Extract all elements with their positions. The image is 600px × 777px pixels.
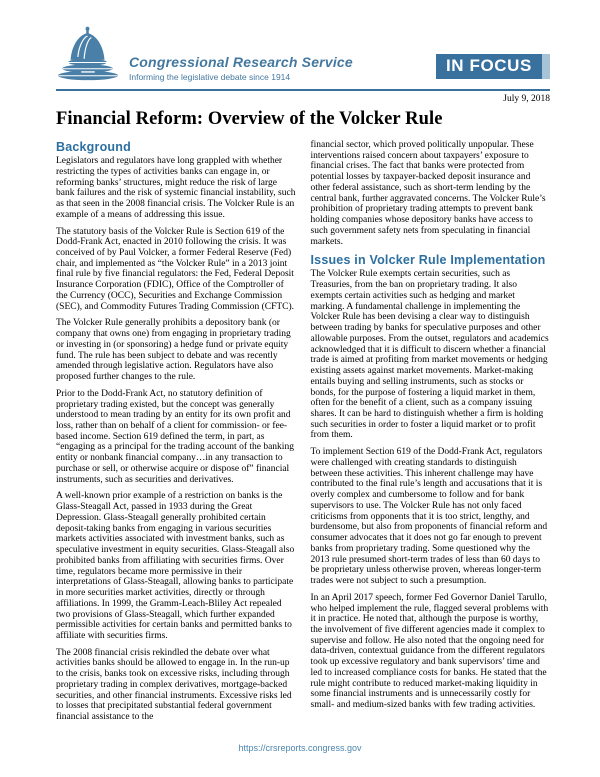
paragraph: The Volcker Rule exempts certain securities, such as Treasuries, from the ban on proprietary trading. It also exempts certain activities such as hedging and market marking. A fundamental challenge in implementing the Volcker Rule has been devising a clear way to distinguish between trading by banks for speculative purposes and other allowable purposes. From the outset, regulators and academics acknowledged that it is difficult to discern whether a financial trade is aimed at profiting from market movements or hedging existing assets against market movements. Market-making entails buying and selling instruments, such as stocks or bonds, for the purpose of fostering a liquid market in them, often for the benefit of a client, such as a company issuing shares. It can be hard to distinguish whether a firm is holding such securities in order to foster a liquid market or to profit from them. [310, 269, 549, 441]
org-tagline: Informing the legislative debate since 1914 [129, 72, 291, 82]
paragraph: In an April 2017 speech, former Fed Governor Daniel Tarullo, who helped implement the rule, flagged several problems with it in practice. He noted that, although the purpose is worthy, the involvement of five different agencies made it complex to supervise and follow. He also noted that the ongoing need for data-driven, contextual guidance from the different regulators took up excessive regulatory and bank supervisors’ time and led to increased compliance costs for banks. He stated that the rule might contribute to reduced market-making liquidity in some financial instruments and is unnecessarily costly for small- and medium-sized banks with few trading activities. [310, 592, 549, 711]
paragraph: To implement Section 619 of the Dodd-Frank Act, regulators were challenged with creating standards to distinguish between these activities. This inherent challenge may have contributed to the final rule’s length and accusations that it is overly complex and cumbersome to follow and for bank supervisors to use. The Volcker Rule has not only faced criticisms from opponents that it is too strict, lengthy, and burdensome, but also from proponents of financial reform and consumer advocates that it does not go far enough to prevent banks from proprietary trading. Some questioned why the 2013 rule presumed short-term trades of less than 60 days to be proprietary unless otherwise proven, whereas longer-term trades were not subject to such a presumption. [310, 447, 548, 587]
in-focus-badge: IN FOCUS [436, 54, 550, 79]
header-divider [56, 89, 550, 91]
paragraph: financial sector, which proved politically unpopular. These interventions raised concern about taxpayers’ exposure to financial crises. The fact that banks were protected from potential losses by taxpayer-backed deposit insurance and other federal assistance, such as short-term lending by the central bank, further aggravated concerns. The Volcker Rule’s prohibition of proprietary trading attempts to prevent bank holding companies whose depository banks have access to such government safety nets from speculating in financial markets. [310, 140, 546, 247]
section-heading-background: Background [56, 140, 131, 154]
header [56, 26, 550, 87]
crs-logo [56, 26, 353, 87]
two-column-body [56, 140, 550, 729]
capitol-dome-icon [56, 26, 120, 87]
publication-date: July 9, 2018 [503, 94, 550, 104]
logo-text [129, 54, 353, 87]
left-column [56, 140, 296, 729]
footer-url-link[interactable]: https://crsreports.congress.gov [238, 743, 362, 753]
footer [0, 743, 600, 753]
paragraph: The 2008 financial crisis rekindled the debate over what activities banks should be allowed to engage in. In the run-up to the crisis, banks took on excessive risks, including through proprietary trading in complex derivatives, mortgage-backed securities, and other financial instruments. Excessive risks led to losses that precipitated substantial federal government financial assistance to the [56, 647, 292, 723]
paragraph: The statutory basis of the Volcker Rule is Section 619 of the Dodd-Frank Act, enacted in 2010 following the crisis. It was conceived of by Paul Volcker, a former Federal Reserve (Fed) chair, and implemented as “the Volcker Rule” in a 2013 joint final rule by five financial regulators: the Fed, Federal Deposit Insurance Corporation (FDIC), Office of the Comptroller of the Currency (OCC), Securities and Exchange Commission (SEC), and Commodity Futures Trading Commission (CFTC). [56, 226, 295, 312]
paragraph: Legislators and regulators have long grappled with whether restricting the types of activities banks can engage in, or reforming banks’ structures, might reduce the risk of large bank failures and the risk of systemic financial instability, such as that seen in the 2008 financial crisis. The Volcker Rule is an example of a means of addressing this issue. [56, 156, 296, 220]
section-heading-issues: Issues in Volcker Rule Implementation [310, 253, 546, 268]
org-name: Congressional Research Service [129, 54, 353, 70]
right-column [311, 140, 551, 729]
paragraph: A well-known prior example of a restriction on banks is the Glass-Steagall Act, passed in 1933 during the Great Depression. Glass-Steagall generally prohibited certain deposit-taking banks from engaging in various securities markets activities associated with investment banks, such as speculative investment in equity securities. Glass-Steagall also prohibited banks from affiliating with securities firms. Over time, regulators became more permissive in their interpretations of Glass-Steagall, allowing banks to participate in more securities market activities, directly or through affiliations. In 1999, the Gramm-Leach-Bliley Act repealed two provisions of Glass-Steagall, which further expanded permissible activities for certain banks and permitted banks to affiliate with securities firms. [56, 491, 295, 641]
paragraph: Prior to the Dodd-Frank Act, no statutory definition of proprietary trading existed, but the concept was generally understood to mean trading by an entity for its own profit and loss, rather than on behalf of a client for commission- or fee-based income. Section 619 defined the term, in part, as “engaging as a principal for the trading account of the banking entity or nonbank financial company…in any transaction to purchase or sell, or otherwise acquire or dispose of” financial instruments, such as securities and derivatives. [56, 388, 294, 485]
page-title: Financial Reform: Overview of the Volcker Rule [56, 109, 443, 129]
paragraph: The Volcker Rule generally prohibits a depository bank (or company that owns one) from engaging in proprietary trading or investing in (or sponsoring) a hedge fund or private equity fund. The rule has been subject to debate and was recently amended through legislative action. Regulators have also proposed further changes to the rule. [56, 318, 291, 383]
